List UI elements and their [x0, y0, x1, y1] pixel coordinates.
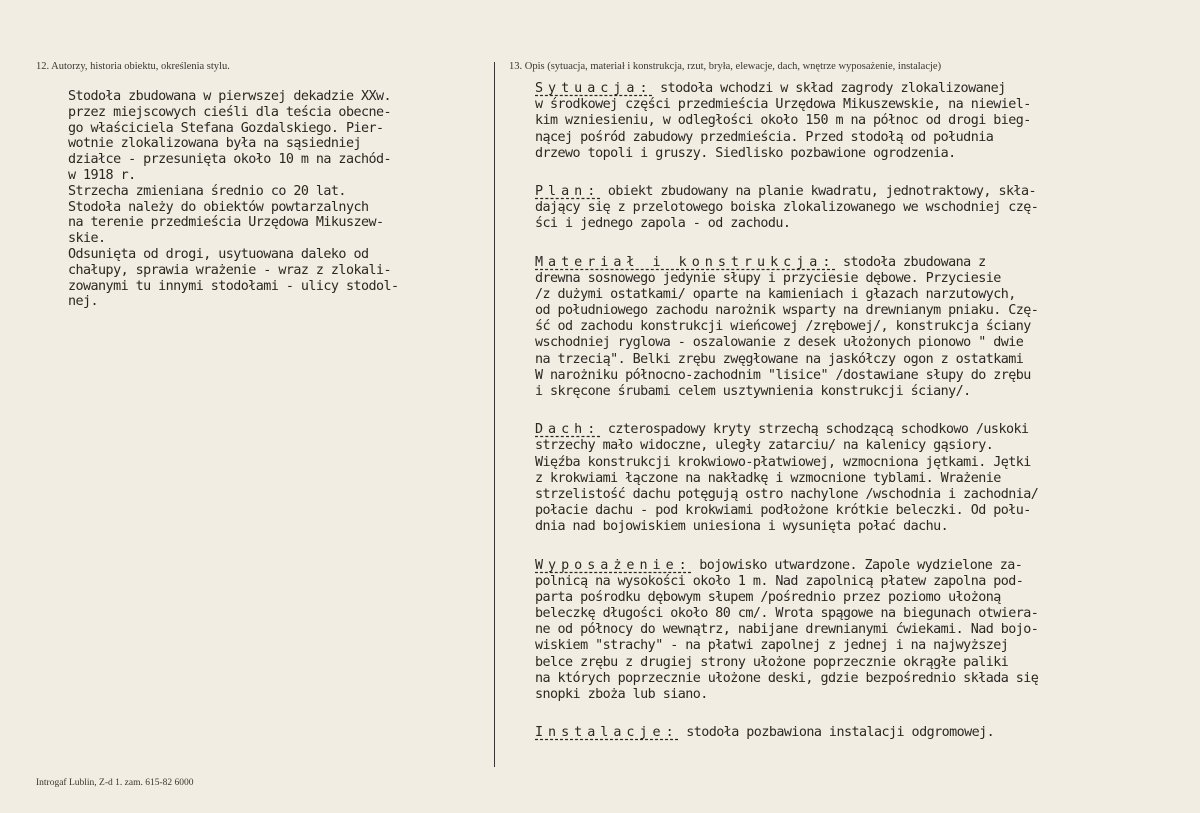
section-wyposazenie [535, 558, 1175, 704]
section-text: stodoła zbudowana z [842, 254, 986, 270]
history-line: w 1918 r. [68, 167, 136, 183]
section-text-line: /z dużymi ostatkami/ oparte na kamieniach i głazach narzutowych, [535, 286, 1016, 302]
history-line: go właściciela Stefana Gozdalskiego. Pier- [68, 120, 384, 136]
section-text-line: dający się z przelotowego boiska zlokalizowanego we wschodniej czę- [535, 200, 1039, 216]
section-text-line: nącej pośród zabudowy przedmieścia. Przed stodołą od południa [535, 129, 994, 145]
section-heading: Instalacje: [535, 725, 679, 741]
section-text-line: snopki zboża lub siano. [535, 687, 708, 702]
section-text: czterospadowy kryty strzechą schodzącą schodkowo /uskoki [607, 422, 1029, 438]
history-line: Stodoła należy do obiektów powtarzalnych [68, 199, 369, 215]
left-column-header: 12. Autorzy, historia obiektu, określenia stylu. [36, 61, 230, 72]
history-line: Stodoła zbudowana w pierwszej dekadzie XXw. [68, 89, 392, 104]
right-column-header: 13. Opis (sytuacja, materiał i konstrukcja, rzut, bryła, elewacje, dach, wnętrze wyposażenie, instalacje) [509, 61, 942, 72]
section-text-line: drewna sosnowego jedynie słupy i przyciesie dębowe. Przyciesie [535, 270, 1001, 286]
section-text-line: Więźba konstrukcji krokwiowo-płatwiowej, wzmocniona jętkami. Jętki [535, 454, 1031, 470]
section-sytuacja [535, 81, 1175, 162]
section-text-line: strzelistość dachu potęgują ostro nachylone /wschodnia i zachodnia/ [535, 486, 1039, 502]
section-text-line: i skręcone śrubami celem usztywnienia konstrukcji ściany/. [535, 384, 971, 399]
section-heading: Wyposażenie: [535, 557, 692, 573]
section-text-line: wiskiem "strachy" - na płatwi zapolnej z jednej i na najwyższej [535, 638, 1009, 654]
section-heading: Sytuacja: [535, 81, 653, 96]
history-line: działce - przesunięta około 10 m na zachód- [68, 152, 392, 168]
section-text-line: dnia nad bojowiskiem uniesiona i wysunięta połać dachu. [535, 519, 949, 535]
section-gap [535, 233, 1175, 255]
section-text-line: W narożniku północno-zachodnim "lisice" /dostawiane słupy do zrębu [535, 367, 1031, 383]
section-text-line: strzechy mało widoczne, uległy zatarciu/ na kalenicy gąsiory. [535, 438, 994, 454]
history-line: Strzecha zmieniana średnio co 20 lat. [68, 183, 346, 199]
section-heading: Plan: [535, 183, 601, 199]
section-text: obiekt zbudowany na planie kwadratu, jednotraktowy, skła- [607, 183, 1037, 199]
history-line: Odsunięta od drogi, usytuowana daleko od [68, 246, 369, 262]
section-first-line [535, 255, 1175, 271]
section-first-line [535, 558, 1175, 574]
section-text-line: na których poprzecznie ułożone deski, gdzie bezpośrednio składa się [535, 670, 1039, 686]
section-text-line: ści i jednego zapola - od zachodu. [535, 216, 791, 232]
column-divider [494, 62, 495, 767]
history-line: nej. [68, 294, 99, 310]
section-first-line [535, 184, 1175, 200]
section-text-line: wschodniej ryglowa - oszalowanie z desek ułożonych pionowo " dwie [535, 335, 1024, 351]
section-material [535, 255, 1175, 401]
section-text: stodoła wchodzi w skład zagrody zlokalizowanej [660, 81, 1006, 96]
printer-imprint: Introgaf Lublin, Z-d 1. zam. 615-82 6000 [36, 778, 194, 788]
section-gap [535, 703, 1175, 725]
section-dach [535, 422, 1175, 535]
section-gap [535, 162, 1175, 184]
section-plan [535, 184, 1175, 233]
history-line: wotnie zlokalizowana była na sąsiedniej [68, 136, 361, 152]
section-text-line: belce zrębu z drugiej strony ułożone poprzecznie okrągłe paliki [535, 654, 1009, 670]
history-line: skie. [68, 231, 106, 247]
section-text-line: parta pośrodku dębowym słupem /pośrednio przez poziomo ułożoną [535, 589, 1001, 605]
history-line: na terenie przedmieścia Urzędowa Mikuszew- [68, 215, 384, 231]
section-text-line: polnicą na wysokości około 1 m. Nad zapolnicą płatew zapolna pod- [535, 573, 1024, 589]
history-line: przez miejscowych cieśli dla teścia obecne- [68, 104, 392, 120]
section-text-line: połacie dachu - pod krokwiami podłożone krótkie beleczki. Od połu- [535, 503, 1031, 519]
section-first-line [535, 81, 1175, 97]
section-text-line: na trzecią". Belki zrębu zwęgłowane na jaskółczy ogon z ostatkami [535, 351, 1024, 367]
history-text-column [68, 89, 488, 310]
section-text-line: kim wzniesieniu, w odległości około 150 m na północ od drogi bieg- [535, 113, 1031, 129]
history-line: chałupy, sprawia wrażenie - wraz z zlokali- [68, 262, 392, 278]
section-text-line: z krokwiami łączone na nakładkę i wzmocnione tyblami. Wrażenie [535, 470, 1001, 486]
section-heading: Dach: [535, 422, 601, 438]
section-text-line: beleczkę długości około 80 cm/. Wrota spągowe na biegunach otwiera- [535, 606, 1039, 622]
section-gap [535, 536, 1175, 558]
section-first-line [535, 422, 1175, 438]
description-text-column [535, 81, 1175, 741]
section-instalacje [535, 725, 1175, 741]
section-gap [535, 400, 1175, 422]
section-text: stodoła pozbawiona instalacji odgromowej. [686, 725, 995, 741]
section-text-line: ne od północy do wewnątrz, nabijane drewnianymi ćwiekami. Nad bojo- [535, 622, 1039, 638]
section-text: bojowisko utwardzone. Zapole wydzielone za- [699, 557, 1023, 573]
section-text-line: ść od zachodu konstrukcji wieńcowej /zrębowej/, konstrukcja ściany [535, 319, 1031, 335]
section-text-line: drzewo topoli i gruszy. Siedlisko pozbawione ogrodzenia. [535, 145, 956, 161]
section-heading: Materiał i konstrukcja: [535, 254, 836, 270]
section-text-line: od południowego zachodu narożnik wsparty na drewnianym pniaku. Czę- [535, 303, 1039, 319]
section-text-line: w środkowej części przedmieścia Urzędowa Mikuszewskie, na niewiel- [535, 97, 1031, 113]
history-line: zowanymi tu innymi stodołami - ulicy stodol- [68, 278, 399, 294]
section-first-line [535, 725, 1175, 741]
